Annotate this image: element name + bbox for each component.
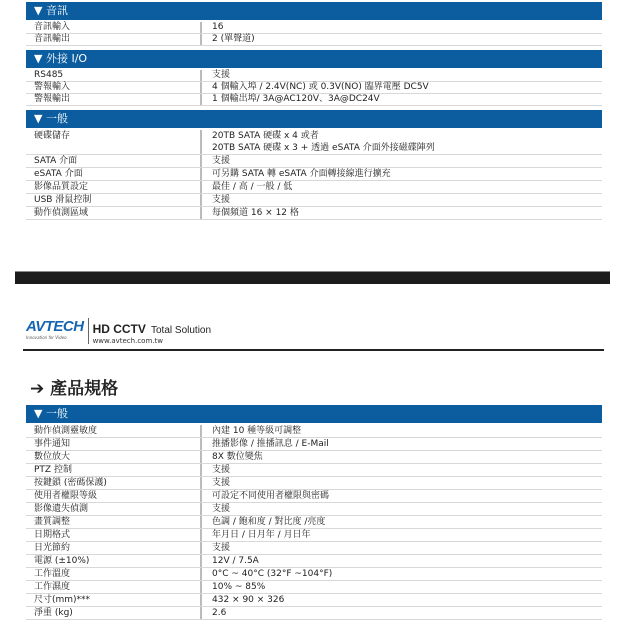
spec-label: PTZ 控制: [34, 465, 72, 475]
spec-label: 工作濕度: [34, 582, 71, 592]
spec-row: [26, 70, 602, 82]
spec-value: 支援: [200, 194, 602, 206]
spec-row: [26, 34, 602, 46]
spec-value: 最佳 / 高 / 一般 / 低: [200, 181, 602, 193]
spec-row: [26, 82, 602, 94]
spec-value: 可設定不同使用者權限與密碼: [200, 490, 602, 502]
spec-label: 使用者權限等級: [34, 491, 98, 501]
logo-tagline: Innovation for Video: [26, 335, 67, 340]
spec-value: 0°C ~ 40°C (32°F ~104°F): [200, 568, 602, 580]
spec-label: 工作溫度: [34, 569, 71, 579]
external-io-section: [26, 50, 602, 106]
spec-label: RS485: [34, 70, 64, 80]
header-rule: [23, 349, 604, 351]
section-header: ▼ 音訊: [26, 2, 602, 20]
spec-row: [26, 22, 602, 34]
spec-value: 2 (單聲道): [200, 34, 602, 45]
spec-value: 16: [200, 22, 602, 33]
spec-label: 尺寸(mm)***: [34, 595, 91, 605]
spec-label: 警報輸入: [34, 82, 71, 92]
page-divider-bar: [15, 271, 610, 284]
spec-value: 20TB SATA 硬碟 x 4 或者 20TB SATA 硬碟 x 3 + 透過 eSATA 介面外接磁碟陣列: [200, 130, 602, 154]
spec-row: [26, 451, 602, 464]
spec-row: [26, 94, 602, 106]
spec-label: 淨重 (kg): [34, 608, 73, 618]
spec-label: 電源 (±10%): [34, 556, 90, 566]
spec-row: [26, 607, 602, 620]
spec-value: 支援: [200, 155, 602, 167]
spec-value: 8X 數位變焦: [200, 451, 602, 463]
spec-row: [26, 155, 602, 168]
spec-label: 動作偵測區域: [34, 208, 89, 218]
spec-label: 影像品質設定: [34, 182, 89, 192]
spec-value: 每個頻道 16 × 12 格: [200, 207, 602, 219]
spec-row: [26, 542, 602, 555]
spec-label: 按鍵鎖 (密碼保護): [34, 478, 107, 488]
spec-value: 支援: [200, 503, 602, 515]
spec-label: eSATA 介面: [34, 169, 83, 179]
spec-row: [26, 490, 602, 503]
avtech-logo: [26, 318, 211, 345]
spec-label: 畫質調整: [34, 517, 71, 527]
spec-row: [26, 438, 602, 451]
spec-row: [26, 477, 602, 490]
logo-separator: [88, 318, 89, 344]
spec-row: [26, 425, 602, 438]
spec-label: 日期格式: [34, 530, 71, 540]
spec-value: 支援: [200, 464, 602, 476]
spec-label: 硬碟儲存: [34, 131, 71, 141]
spec-value: 4 個輸入埠 / 2.4V(NC) 或 0.3V(NO) 臨界電壓 DC5V: [200, 82, 602, 93]
spec-label: 警報輸出: [34, 94, 71, 104]
spec-row: [26, 503, 602, 516]
spec-row: [26, 594, 602, 607]
spec-value: 內建 10 種等級可調整: [200, 425, 602, 437]
spec-value: 支援: [200, 542, 602, 554]
section-header: ▼ 外接 I/O: [26, 50, 602, 68]
logo-hd-cctv: HD CCTV: [92, 322, 146, 336]
spec-row: [26, 207, 602, 220]
spec-label: 數位放大: [34, 452, 71, 462]
spec-label: 影像遺失偵測: [34, 504, 89, 514]
spec-value: 支援: [200, 70, 602, 81]
spec-row: [26, 464, 602, 477]
spec-label: USB 滑鼠控制: [34, 195, 92, 205]
spec-label: 日光節約: [34, 543, 71, 553]
spec-value: 432 × 90 × 326: [200, 594, 602, 606]
spec-row: [26, 581, 602, 594]
section-header: ▼ 一般: [26, 405, 602, 423]
spec-label: 事件通知: [34, 439, 71, 449]
spec-row: [26, 194, 602, 207]
page-title: ➔ 產品規格: [30, 379, 119, 399]
spec-row: [26, 555, 602, 568]
spec-label: 音訊輸入: [34, 22, 71, 32]
general-section-bottom: [26, 405, 602, 620]
spec-value: 12V / 7.5A: [200, 555, 602, 567]
spec-row: [26, 516, 602, 529]
spec-label: 音訊輸出: [34, 34, 71, 44]
logo-total-solution: Total Solution: [151, 325, 212, 336]
spec-label: SATA 介面: [34, 156, 78, 166]
spec-value: 支援: [200, 477, 602, 489]
spec-value: 10% ~ 85%: [200, 581, 602, 593]
spec-value: 年月日 / 日月年 / 月日年: [200, 529, 602, 541]
spec-value: 色調 / 飽和度 / 對比度 /亮度: [200, 516, 602, 528]
spec-row: [26, 181, 602, 194]
spec-value: 可另購 SATA 轉 eSATA 介面轉接線進行擴充: [200, 168, 602, 180]
spec-label: 動作偵測靈敏度: [34, 426, 98, 436]
spec-row: [26, 130, 602, 155]
general-section-top: [26, 110, 602, 220]
audio-section: [26, 2, 602, 46]
spec-value: 推播影像 / 推播訊息 / E-Mail: [200, 438, 602, 450]
logo-url: www.avtech.com.tw: [92, 337, 163, 345]
spec-value: 1 個輸出埠/ 3A@AC120V、3A@DC24V: [200, 94, 602, 105]
spec-row: [26, 568, 602, 581]
spec-row: [26, 529, 602, 542]
logo-brand: AVTECH: [26, 318, 84, 335]
spec-row: [26, 168, 602, 181]
section-header: ▼ 一般: [26, 110, 602, 128]
spec-value: 2.6: [200, 607, 602, 619]
